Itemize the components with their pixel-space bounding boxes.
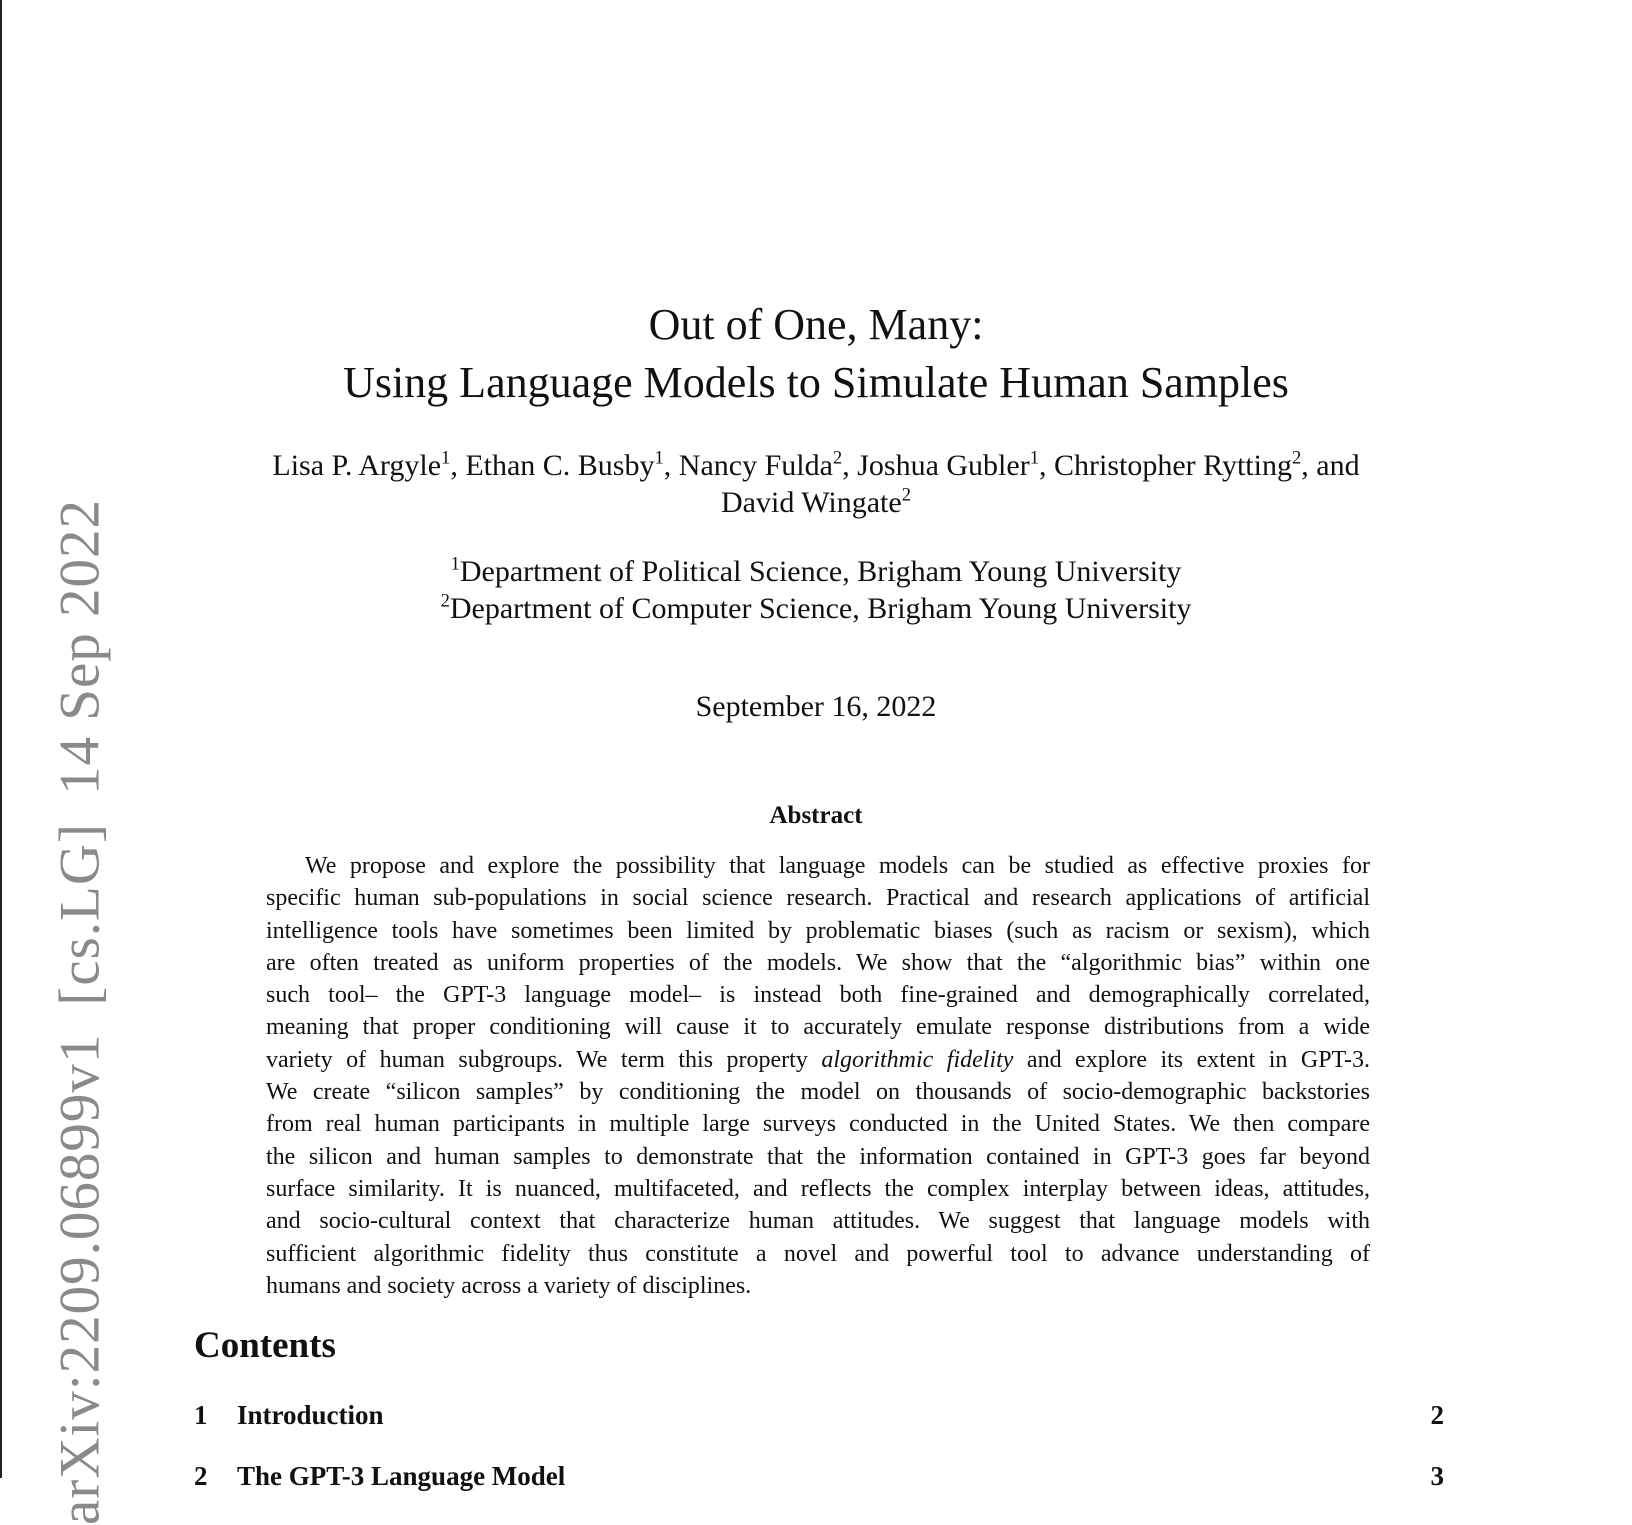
toc-entry-number: 1	[194, 1400, 208, 1430]
arxiv-identifier-stamp	[48, 499, 113, 1525]
toc-entry-title[interactable]: The GPT-3 Language Model	[237, 1461, 566, 1491]
author-name: Christopher Rytting	[1054, 449, 1292, 482]
abstract-line: We propose and explore the possibility that language models can be studied as effective proxies for	[305, 853, 1370, 879]
affiliation-text: Department of Political Science, Brigham Young University	[459, 555, 1182, 588]
arxiv-id: arXiv:2209.06899v1	[48, 1033, 112, 1525]
author-name: Lisa P. Argyle	[272, 449, 442, 482]
toc-entry[interactable]	[194, 1458, 1444, 1494]
title-line-2: Using Language Models to Simulate Human Samples	[343, 358, 1289, 407]
author-affiliation-mark: 2	[832, 447, 843, 469]
author-name: David Wingate	[721, 486, 902, 519]
abstract-line: We create “silicon samples” by conditioning the model on thousands of socio-demographic backstories	[266, 1079, 1370, 1106]
author-line-1	[150, 447, 1482, 484]
author-affiliation-mark: 1	[1029, 447, 1039, 469]
author-affiliation-mark: 2	[1291, 447, 1302, 469]
author-affiliation-mark: 1	[654, 447, 664, 469]
abstract-line: humans and society across a variety of disciplines.	[266, 1272, 752, 1299]
author-name: Nancy Fulda	[678, 449, 833, 482]
arxiv-date: 14 Sep 2022	[48, 498, 112, 795]
toc-entry-number: 2	[194, 1461, 208, 1491]
paper-date: September 16, 2022	[695, 690, 937, 723]
author-list	[150, 447, 1482, 521]
affiliation-item	[0, 590, 1632, 627]
affiliation-list	[0, 553, 1632, 627]
author-separator: , and	[1301, 449, 1360, 482]
abstract-line: meaning that proper conditioning will cause it to accurately emulate response distributions from a wide	[266, 1014, 1370, 1041]
abstract-line: are often treated as uniform properties of the models. We show that the “algorithmic bias” within one	[266, 949, 1370, 976]
toc-entry-page[interactable]: 3	[1430, 1461, 1444, 1491]
abstract-line: from real human participants in multiple large surveys conducted in the United States. We then compare	[266, 1111, 1370, 1138]
abstract-text: variety of human subgroups. We term this property	[266, 1046, 822, 1073]
author-name: Joshua Gubler	[857, 449, 1030, 482]
toc-entry-title[interactable]: Introduction	[237, 1400, 384, 1430]
page-left-edge	[0, 0, 2, 1478]
abstract-line: surface similarity. It is nuanced, multifaceted, and reflects the complex interplay between ideas, attitudes,	[266, 1175, 1370, 1202]
paper-title	[0, 296, 1632, 412]
abstract-line-with-emphasis	[266, 1044, 1370, 1076]
arxiv-category: [cs.LG]	[48, 822, 112, 1006]
abstract-emphasis: algorithmic fidelity	[821, 1046, 1014, 1073]
author-name: Ethan C. Busby	[465, 449, 655, 482]
affiliation-text: Department of Computer Science, Brigham Young University	[449, 592, 1192, 625]
title-line-1: Out of One, Many:	[648, 300, 984, 349]
contents-heading: Contents	[194, 1325, 336, 1366]
abstract-line: sufficient algorithmic fidelity thus constitute a novel and powerful tool to advance understanding of	[266, 1240, 1370, 1267]
abstract-text: and explore its extent in GPT-3.	[1013, 1046, 1371, 1073]
author-separator: ,	[842, 449, 858, 482]
abstract-line: such tool– the GPT-3 language model– is instead both fine-grained and demographically correlated,	[266, 982, 1370, 1009]
author-affiliation-mark: 2	[901, 484, 911, 506]
abstract-line: intelligence tools have sometimes been limited by problematic biases (such as racism or sexism), which	[266, 917, 1370, 944]
affiliation-item	[0, 553, 1632, 590]
toc-entry[interactable]	[194, 1397, 1444, 1433]
author-line-2	[150, 484, 1482, 521]
abstract-body	[266, 850, 1370, 1302]
toc-entry-page[interactable]: 2	[1430, 1400, 1444, 1430]
author-affiliation-mark: 1	[441, 447, 451, 469]
author-separator: ,	[450, 449, 466, 482]
author-separator: ,	[663, 449, 679, 482]
abstract-line: the silicon and human samples to demonstrate that the information contained in GPT-3 goes far beyond	[266, 1143, 1370, 1170]
author-separator: ,	[1039, 449, 1054, 482]
abstract-line: specific human sub-populations in social science research. Practical and research applications of artificial	[266, 885, 1370, 912]
abstract-line: and socio-cultural context that characterize human attitudes. We suggest that language models with	[266, 1208, 1370, 1235]
affiliation-number: 2	[440, 590, 450, 612]
affiliation-number: 1	[450, 553, 460, 575]
abstract-heading: Abstract	[769, 802, 863, 829]
